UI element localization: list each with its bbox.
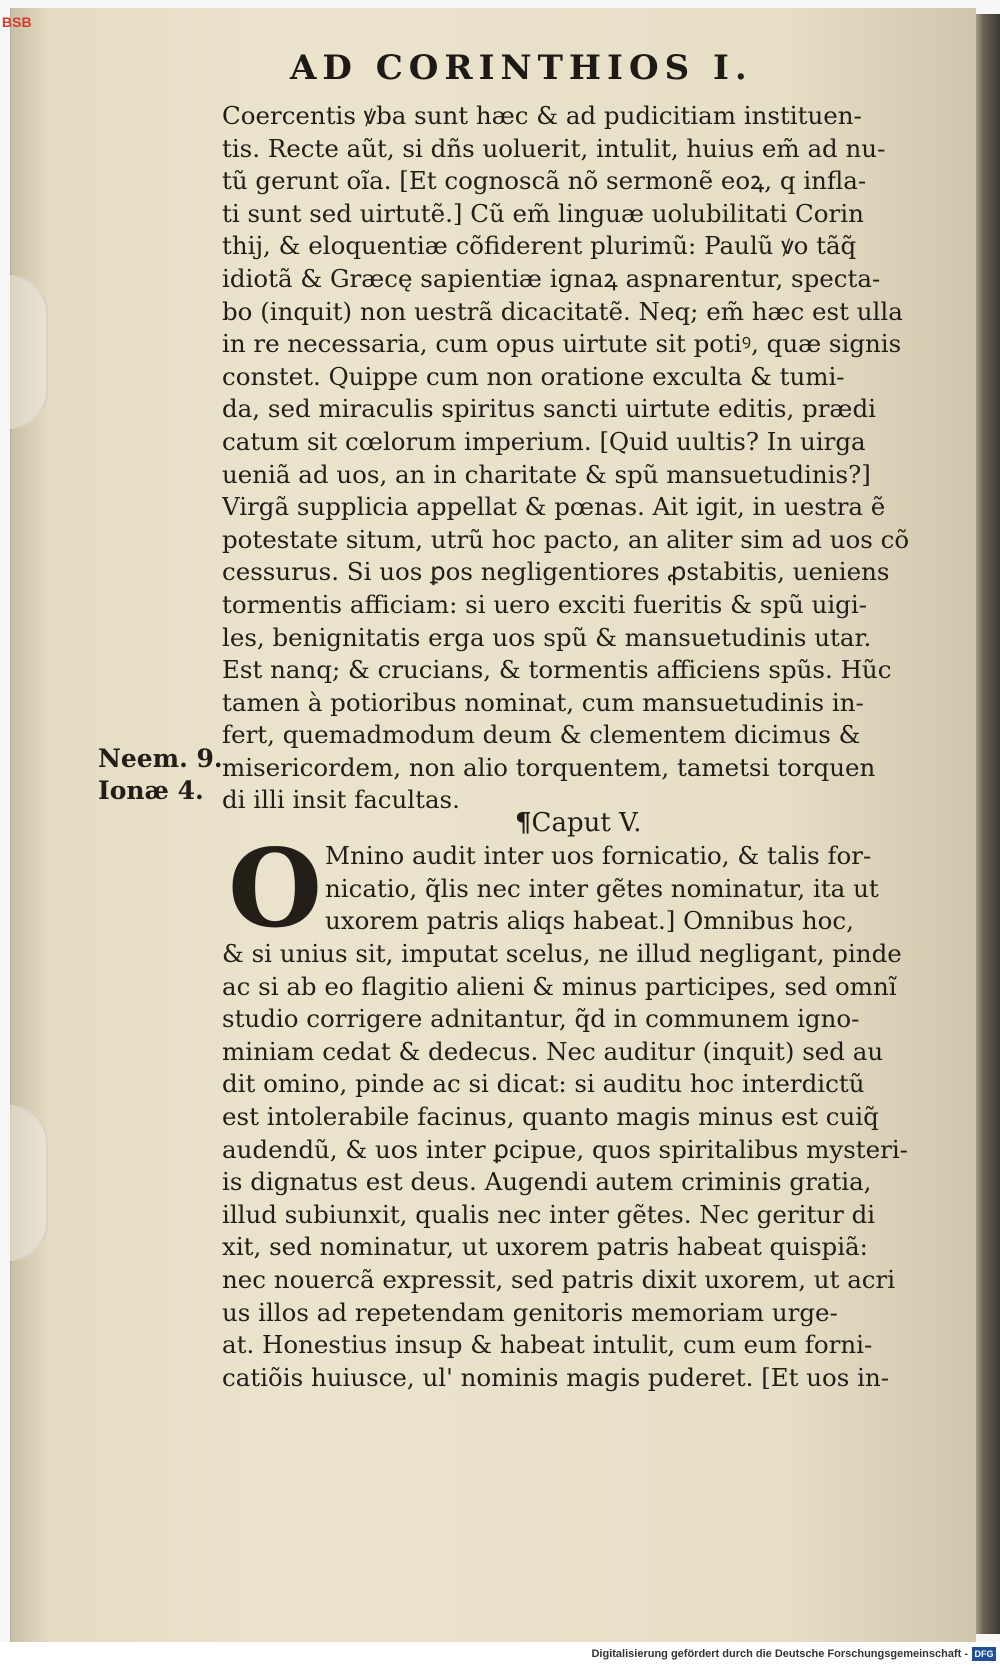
text-block-before-chapter — [222, 100, 942, 817]
text-line: da, sed miraculis spiritus sancti uirtute editis, prædi — [222, 394, 876, 424]
text-line: nicatio, q̃lis nec inter gẽtes nominatur, ita ut — [325, 873, 879, 903]
text-line: Est nanq; & crucians, & tormentis afficiens spũs. Hũc — [222, 655, 892, 685]
text-line: est intolerabile facinus, quanto magis minus est cuiq̃ — [222, 1101, 879, 1131]
text-line: is dignatus est deus. Augendi autem criminis gratia, — [222, 1167, 872, 1197]
text-line: misericordem, non alio torquentem, tametsi torquen — [222, 752, 876, 782]
text-line: fert, quemadmodum deum & clementem dicimus & — [222, 720, 861, 750]
digitization-footer — [0, 1642, 1000, 1669]
dfg-logo: DFG — [972, 1647, 996, 1661]
text-line: tormentis afficiam: si uero exciti fueritis & spũ uigi- — [222, 589, 867, 619]
footer-credit: Digitalisierung gefördert durch die Deutsche Forschungsgemeinschaft - — [591, 1648, 968, 1660]
text-line: uxorem patris aliqs habeat.] Omnibus hoc, — [325, 906, 854, 936]
marginal-note: Ionæ 4. — [98, 776, 204, 805]
text-line: di illi insit facultas. — [222, 785, 460, 815]
text-line: thij, & eloquentiæ cõfiderent plurimũ: Paulũ ꝟo tãq̃ — [222, 231, 857, 261]
book-edge — [972, 14, 1000, 1634]
text-line: illud subiunxit, qualis nec inter gẽtes. Nec geritur di — [222, 1199, 876, 1229]
text-line: catiõis huiusce, ul' nominis magis puderet. [Et uos in- — [222, 1362, 890, 1392]
text-line: ac si ab eo flagitio alieni & minus participes, sed omnĩ — [222, 971, 897, 1001]
text-line: Coercentis ꝟba sunt hæc & ad pudicitiam instituen- — [222, 101, 862, 130]
decorated-initial: O — [228, 826, 323, 952]
text-line: les, benignitatis erga uos spũ & mansuetudinis utar. — [222, 622, 872, 652]
running-head: AD CORINTHIOS I. — [290, 48, 753, 88]
text-line: miniam cedat & dedecus. Nec auditur (inquit) sed au — [222, 1036, 884, 1066]
text-line: potestate situm, utrũ hoc pacto, an aliter sim ad uos cõ — [222, 524, 910, 554]
text-line: tis. Recte aũt, si dñs uoluerit, intulit, huius em̃ ad nu- — [222, 133, 886, 163]
text-line: tamen à potioribus nominat, cum mansuetudinis in- — [222, 687, 864, 717]
text-line: & si unius sit, imputat scelus, ne illud negligant, pinde — [222, 939, 902, 968]
text-line: us illos ad repetendam genitoris memoriam urge- — [222, 1297, 838, 1327]
text-line: xit, sed nominatur, ut uxorem patris habeat quispiã: — [222, 1232, 868, 1262]
chapter-title: Caput V. — [531, 808, 642, 838]
text-line: Mnino audit inter uos fornicatio, & talis for- — [325, 841, 872, 870]
pilcrow-mark: ¶ — [515, 808, 532, 838]
text-line: bo (inquit) non uestrã dicacitatẽ. Neq; em̃ hæc est ulla — [222, 296, 903, 326]
text-line: ueniã ad uos, an in charitate & spũ mansuetudinis?] — [222, 459, 871, 489]
text-line: catum sit cœlorum imperium. [Quid uultis? In uirga — [222, 426, 866, 456]
text-block-chapter-opening — [325, 840, 945, 938]
text-line: cessurus. Si uos ꝑos negligentiores ꝓstabitis, ueniens — [222, 557, 890, 587]
marginal-note: Neem. 9. — [98, 744, 223, 773]
page-clip — [10, 275, 48, 429]
text-line: Virgã supplicia appellat & pœnas. Ait igit, in uestra ẽ — [222, 492, 886, 522]
text-line: in re necessaria, cum opus uirtute sit potiꝰ, quæ signis — [222, 329, 902, 359]
text-line: idiotã & Græcę sapientiæ ignaꝝ aspnarentur, specta- — [222, 263, 881, 293]
text-line: tũ gerunt oĩa. [Et cognoscã nõ sermonẽ eoꝝ, q infla- — [222, 166, 867, 196]
text-line: at. Honestius insup & habeat intulit, cum eum forni- — [222, 1330, 873, 1360]
text-line: audendũ, & uos inter ꝑcipue, quos spiritalibus mysteri- — [222, 1134, 908, 1164]
text-line: ti sunt sed uirtutẽ.] Cũ em̃ linguæ uolubilitati Corin — [222, 198, 864, 228]
text-block-chapter — [222, 938, 942, 1394]
library-logo: BSB — [2, 14, 32, 30]
text-line: nec nouercã expressit, sed patris dixit uxorem, ut acri — [222, 1264, 896, 1294]
text-line: constet. Quippe cum non oratione exculta & tumi- — [222, 361, 845, 391]
page-clip — [10, 1105, 48, 1261]
chapter-heading — [515, 808, 642, 838]
text-line: studio corrigere adnitantur, q̃d in communem igno- — [222, 1004, 860, 1034]
text-line: dit omino, pinde ac si dicat: si auditu hoc interdictũ — [222, 1069, 865, 1099]
